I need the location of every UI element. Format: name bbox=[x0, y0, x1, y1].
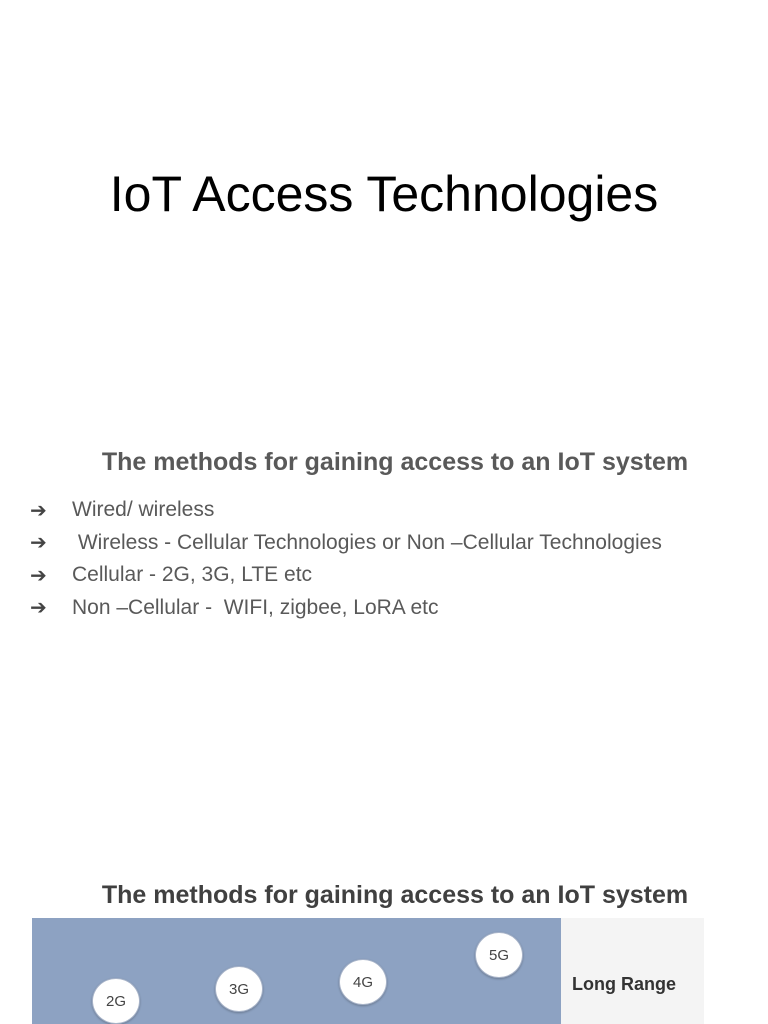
section-heading: The methods for gaining access to an IoT system bbox=[101, 448, 689, 476]
generation-2g-circle: 2G bbox=[92, 978, 140, 1024]
arrow-icon: ➔ bbox=[30, 499, 47, 522]
range-panel bbox=[561, 918, 704, 1024]
bullet-text: Cellular - 2G, 3G, LTE etc bbox=[72, 563, 313, 587]
bullet-text: Non –Cellular - WIFI, zigbee, LoRA etc bbox=[72, 595, 439, 619]
bullet-item bbox=[30, 494, 662, 527]
generations-diagram bbox=[32, 918, 704, 1024]
bullet-item bbox=[30, 527, 662, 560]
arrow-icon: ➔ bbox=[30, 597, 47, 620]
bullet-item bbox=[30, 559, 662, 592]
bullet-list bbox=[30, 494, 662, 624]
bullet-item bbox=[30, 592, 662, 625]
generation-3g-circle: 3G bbox=[215, 966, 263, 1012]
slide-title: IoT Access Technologies bbox=[109, 166, 659, 222]
generation-4g-circle: 4G bbox=[339, 959, 387, 1005]
generation-5g-circle: 5G bbox=[475, 932, 523, 978]
arrow-icon: ➔ bbox=[30, 564, 47, 587]
section-heading: The methods for gaining access to an IoT system bbox=[101, 881, 689, 909]
bullet-text: Wireless - Cellular Technologies or Non –Cellular Technologies bbox=[72, 530, 662, 554]
arrow-icon: ➔ bbox=[30, 532, 47, 555]
range-label: Long Range bbox=[572, 974, 676, 994]
bullet-text: Wired/ wireless bbox=[72, 498, 215, 522]
